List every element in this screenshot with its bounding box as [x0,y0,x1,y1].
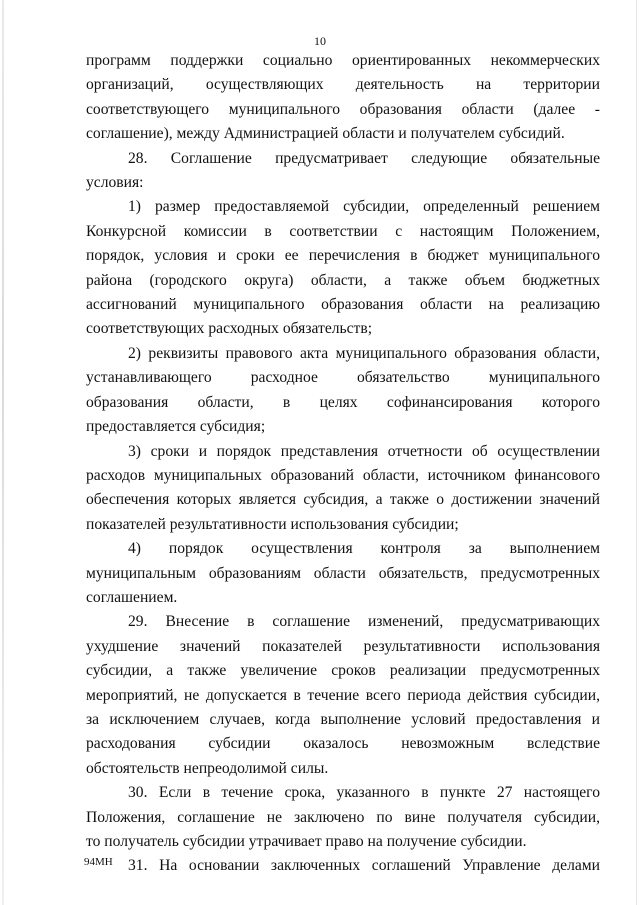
text-line: 28. Соглашение предусматривает следующие обязательные [128,149,600,167]
text-line: 4) порядок осуществления контроля за выполнением [128,540,600,558]
text-line: мероприятий, не допускается в течение всего периода действия субсидии, [86,686,600,704]
page-number: 10 [314,34,326,48]
text-line: района (городского округа) области, а также объем бюджетных [86,271,600,289]
text-line: субсидии, а также увеличение сроков реализации предусмотренных [86,662,600,680]
text-line: организаций, осуществляющих деятельность на территории [86,76,600,94]
text-line: программ поддержки социально ориентированных некоммерческих [86,52,600,69]
scan-edge-left [2,0,4,905]
text-line: 3) сроки и порядок представления отчетности об осуществлении [128,442,600,460]
text-line: расходования субсидии оказалось невозможным вследствие [86,735,600,753]
text-line: расходов муниципальных образований области, источником финансового [86,466,600,484]
text-line: условия: [86,174,144,192]
text-line: 1) размер предоставляемой субсидии, определенный решением [128,198,600,216]
text-line: 30. Если в течение срока, указанного в пункте 27 настоящего [128,784,600,802]
text-line: соглашение), между Администрацией области и получателем субсидий. [86,125,565,143]
text-line: показателей результативности использования субсидии; [86,515,459,533]
text-line: Положения, соглашение не заключено по вине получателя субсидии, [86,808,600,826]
text-line: образования области, в целях софинансирования которого [86,393,600,411]
document-body [86,49,600,879]
text-line: соглашением. [86,588,178,606]
text-line: предоставляется субсидия; [86,418,266,436]
text-line: обеспечения которых является субсидия, а также о достижении значений [86,491,600,509]
text-line: соответствующего муниципального образования области (далее - [86,100,600,118]
text-line: ассигнований муниципального образования области на реализацию [86,296,600,314]
scan-edge-right [636,0,637,905]
text-line: 31. На основании заключенных соглашений Управление делами [128,857,600,875]
footer-code: 94МН [84,856,113,868]
text-line: обстоятельств непреодолимой силы. [86,759,329,777]
text-line: 29. Внесение в соглашение изменений, предусматривающих [128,613,600,631]
text-line: устанавливающего расходное обязательство муниципального [86,369,600,387]
text-line: то получатель субсидии утрачивает право на получение субсидии. [86,833,527,850]
text-line: Конкурсной комиссии в соответствии с настоящим Положением, [86,222,600,240]
text-line: ухудшение значений показателей результативности использования [86,637,600,655]
text-line: за исключением случаев, когда выполнение условий предоставления и [86,710,600,728]
text-line: 2) реквизиты правового акта муниципального образования области, [128,344,600,362]
text-line: соответствующих расходных обязательств; [86,320,373,338]
text-line: порядок, условия и сроки ее перечисления в бюджет муниципального [86,247,600,265]
text-line: муниципальным образованиям области обязательств, предусмотренных [86,564,600,582]
